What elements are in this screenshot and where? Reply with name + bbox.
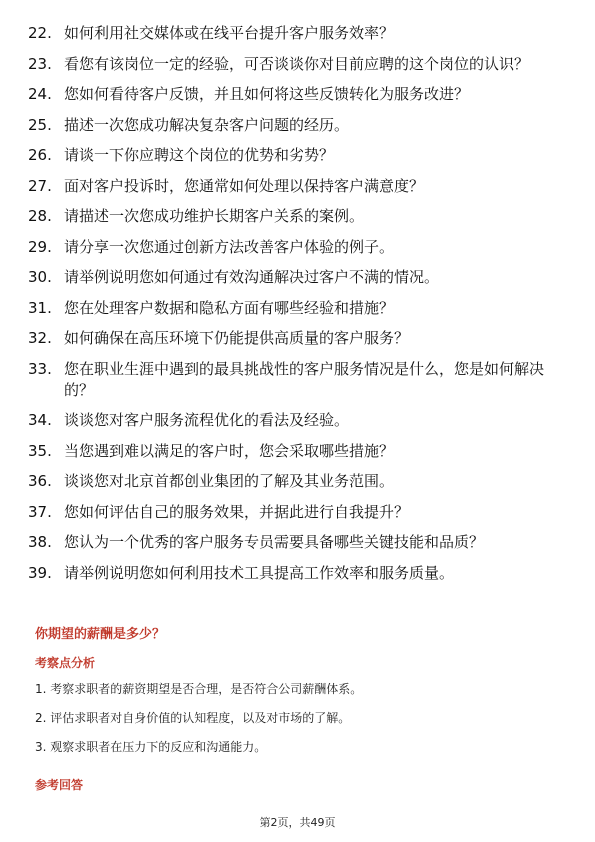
analysis-heading: 考察点分析 (35, 656, 96, 670)
question-text: 请分享一次您通过创新方法改善客户体验的例子。 (64, 237, 395, 256)
question-text: 当您遇到难以满足的客户时，您会采取哪些措施？ (64, 441, 395, 460)
question-text: 看您有该岗位一定的经验，可否谈谈你对目前应聘的这个岗位的认识？ (64, 54, 530, 73)
question-number: 37. (28, 502, 52, 521)
question-number: 35. (28, 441, 52, 460)
question-item (28, 441, 568, 462)
question-item (28, 532, 568, 553)
question-number: 23. (28, 54, 52, 73)
salary-question-heading: 你期望的薪酬是多少？ (35, 627, 166, 642)
question-item (28, 145, 568, 166)
question-text: 请谈一下你应聘这个岗位的优势和劣势？ (64, 146, 335, 164)
page-number: 第2页，共49页 (259, 816, 336, 829)
question-item (28, 23, 568, 44)
question-number: 25. (28, 115, 52, 134)
question-item (28, 237, 568, 258)
question-item (28, 206, 568, 227)
question-text: 您在职业生涯中遇到的最具挑战性的客户服务情况是什么，您是如何解决的？ (64, 359, 545, 399)
question-item (28, 267, 568, 288)
question-text: 谈谈您对北京首都创业集团的了解及其业务范围。 (64, 472, 395, 490)
question-number: 33. (28, 359, 52, 378)
question-number: 27. (28, 176, 52, 195)
question-number: 28. (28, 207, 52, 225)
question-text: 请举例说明您如何通过有效沟通解决过客户不满的情况。 (64, 268, 440, 286)
question-number: 34. (28, 411, 52, 429)
question-item (28, 410, 568, 431)
analysis-item: 1. 考察求职者的薪资期望是否合理，是否符合公司薪酬体系。 (35, 682, 363, 696)
question-text: 您如何评估自己的服务效果，并据此进行自我提升？ (64, 502, 410, 521)
question-text: 您在处理客户数据和隐私方面有哪些经验和措施？ (64, 298, 395, 317)
question-item (28, 359, 568, 401)
question-number: 39. (28, 563, 52, 582)
question-text: 请描述一次您成功维护长期客户关系的案例。 (64, 207, 365, 225)
question-list (28, 23, 568, 593)
question-text: 谈谈您对客户服务流程优化的看法及经验。 (64, 411, 350, 429)
analysis-list (35, 681, 555, 768)
question-item (28, 84, 568, 105)
question-text: 面对客户投诉时，您通常如何处理以保持客户满意度？ (64, 176, 425, 195)
question-item (28, 563, 568, 584)
question-item (28, 298, 568, 319)
question-text: 您如何看待客户反馈，并且如何将这些反馈转化为服务改进？ (64, 85, 470, 103)
question-text: 您认为一个优秀的客户服务专员需要具备哪些关键技能和品质？ (64, 533, 485, 551)
question-item (28, 176, 568, 197)
question-number: 30. (28, 268, 52, 286)
question-text: 描述一次您成功解决复杂客户问题的经历。 (64, 115, 350, 134)
question-number: 31. (28, 298, 52, 317)
question-number: 38. (28, 533, 52, 551)
question-text: 如何利用社交媒体或在线平台提升客户服务效率？ (64, 24, 395, 42)
question-number: 36. (28, 472, 52, 490)
question-number: 29. (28, 237, 52, 256)
question-text: 请举例说明您如何利用技术工具提高工作效率和服务质量。 (64, 563, 455, 582)
question-number: 26. (28, 146, 52, 164)
question-item (28, 471, 568, 492)
question-number: 24. (28, 85, 52, 103)
analysis-item: 3. 观察求职者在压力下的反应和沟通能力。 (35, 740, 267, 754)
question-number: 32. (28, 329, 52, 347)
question-item (28, 328, 568, 349)
question-item (28, 54, 568, 75)
question-number: 22. (28, 24, 52, 42)
analysis-item: 2. 评估求职者对自身价值的认知程度，以及对市场的了解。 (35, 711, 351, 725)
question-item (28, 502, 568, 523)
reference-answer-heading: 参考回答 (35, 778, 84, 792)
question-text: 如何确保在高压环境下仍能提供高质量的客户服务？ (64, 329, 410, 347)
question-item (28, 115, 568, 136)
